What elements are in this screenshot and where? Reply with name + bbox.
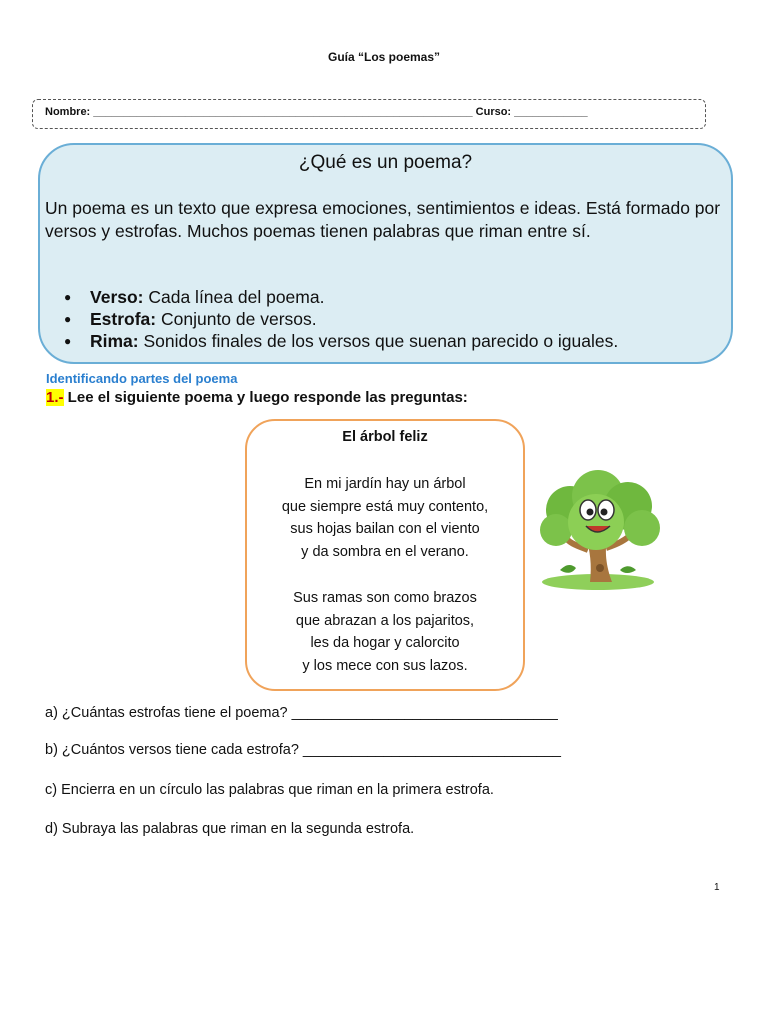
definition-item-verso	[64, 286, 618, 308]
poem-verse: y da sombra en el verano.	[301, 543, 469, 560]
instruction-text: Lee el siguiente poema y luego responde las preguntas:	[63, 389, 468, 406]
poem-verse: que siempre está muy contento,	[281, 498, 489, 515]
happy-tree-icon	[530, 470, 670, 595]
poem-verse: En mi jardín hay un árbol	[304, 476, 466, 492]
document-title: Guía “Los poemas”	[327, 50, 441, 64]
definition-text: Cada línea del poema.	[143, 287, 325, 307]
definition-item-rima	[64, 330, 618, 352]
poem-verse: sus hojas bailan con el viento	[290, 521, 480, 537]
bullet-icon: ●	[64, 290, 72, 304]
definition-list	[64, 286, 618, 352]
definition-title: ¿Qué es un poema?	[298, 152, 473, 173]
poem-stanza-1	[245, 473, 525, 563]
section-subtitle: Identificando partes del poema	[46, 371, 238, 386]
name-blank: ______________________________________________________________	[93, 106, 473, 118]
question-b: b) ¿Cuántos versos tiene cada estrofa? ________________________________	[45, 742, 561, 758]
definition-term: Estrofa:	[90, 309, 157, 329]
question-d: d) Subraya las palabras que riman en la segunda estrofa.	[45, 821, 415, 837]
poem-verse: que abrazan a los pajaritos,	[295, 612, 475, 629]
poem-title: El árbol feliz	[342, 429, 428, 445]
exercise-number: 1.-	[46, 389, 64, 406]
page-number: 1	[714, 882, 720, 893]
poem-verse: les da hogar y calorcito	[310, 635, 460, 651]
definition-text: Sonidos finales de los versos que suenan parecido o iguales.	[138, 331, 619, 351]
definition-term: Verso:	[90, 287, 144, 307]
definition-paragraph: Un poema es un texto que expresa emociones, sentimientos e ideas. Está formado por versos y estrofas. Muchos poemas tienen palabras que riman entre sí.	[45, 198, 721, 241]
bullet-icon: ●	[64, 334, 72, 348]
exercise-instruction	[46, 389, 468, 406]
bullet-icon: ●	[64, 312, 72, 326]
course-label: Curso:	[475, 106, 512, 118]
poem-stanza-2	[245, 587, 525, 677]
definition-item-estrofa	[64, 308, 618, 330]
student-info-box	[32, 99, 706, 129]
definition-term: Rima:	[90, 331, 139, 351]
poem-verse: Sus ramas son como brazos	[293, 590, 477, 606]
name-label: Nombre:	[45, 106, 91, 118]
question-a: a) ¿Cuántas estrofas tiene el poema? _________________________________	[45, 705, 558, 721]
course-blank: ____________	[514, 106, 588, 118]
poem-verse: y los mece con sus lazos.	[302, 657, 468, 674]
definition-text: Conjunto de versos.	[156, 309, 317, 329]
question-c: c) Encierra en un círculo las palabras que riman en la primera estrofa.	[45, 782, 494, 798]
